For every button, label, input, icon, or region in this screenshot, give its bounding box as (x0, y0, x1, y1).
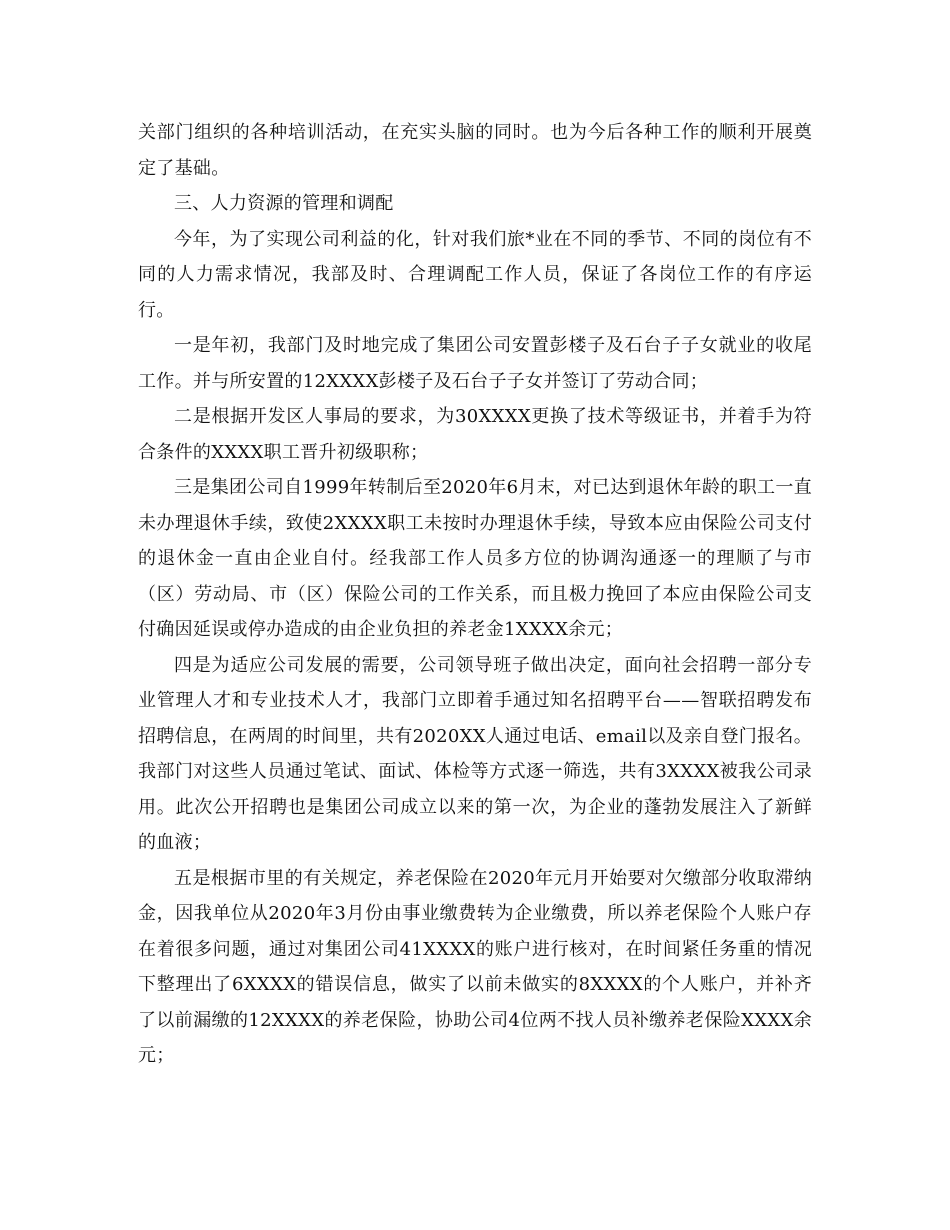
paragraph-item-2: 二是根据开发区人事局的要求，为30XXXX更换了技术等级证书，并着手为符合条件的XXXX职工晋升初级职称； (138, 406, 812, 463)
paragraph-item-1: 一是年初，我部门及时地完成了集团公司安置彭楼子及石台子子女就业的收尾工作。并与所安置的12XXXX彭楼子及石台子子女并签订了劳动合同； (138, 335, 812, 392)
document-body (138, 115, 812, 1074)
paragraph-item-4: 四是为适应公司发展的需要，公司领导班子做出决定，面向社会招聘一部分专业管理人才和专业技术人才，我部门立即着手通过知名招聘平台——智联招聘发布招聘信息，在两周的时间里，共有2020XX人通过电话、email以及亲自登门报名。我部门对这些人员通过笔试、面试、体检等方式逐一筛选，共有3XXXX被我公司录用。此次公开招聘也是集团公司成立以来的第一次，为企业的蓬勃发展注入了新鲜的血液； (138, 654, 812, 853)
section-heading: 三、人力资源的管理和调配 (174, 193, 394, 214)
paragraph-continuation: 关部门组织的各种培训活动，在充实头脑的同时。也为今后各种工作的顺利开展奠定了基础。 (138, 122, 812, 179)
paragraph-item-3: 三是集团公司自1999年转制后至2020年6月末，对已达到退休年龄的职工一直未办理退休手续，致使2XXXX职工未按时办理退休手续，导致本应由保险公司支付的退休金一直由企业自付。经我部工作人员多方位的协调沟通逐一的理顺了与市（区）劳动局、市（区）保险公司的工作关系，而且极力挽回了本应由保险公司支付确因延误或停办造成的由企业负担的养老金1XXXX余元； (138, 477, 812, 640)
paragraph-intro: 今年，为了实现公司利益的化，针对我们旅*业在不同的季节、不同的岗位有不同的人力需求情况，我部及时、合理调配工作人员，保证了各岗位工作的有序运行。 (138, 228, 812, 321)
paragraph-item-5: 五是根据市里的有关规定，养老保险在2020年元月开始要对欠缴部分收取滞纳金，因我单位从2020年3月份由事业缴费转为企业缴费，所以养老保险个人账户存在着很多问题，通过对集团公司41XXXX的账户进行核对，在时间紧任务重的情况下整理出了6XXXX的错误信息，做实了以前未做实的8XXXX的个人账户，并补齐了以前漏缴的12XXXX的养老保险，协助公司4位两不找人员补缴养老保险XXXX余元； (138, 867, 812, 1066)
